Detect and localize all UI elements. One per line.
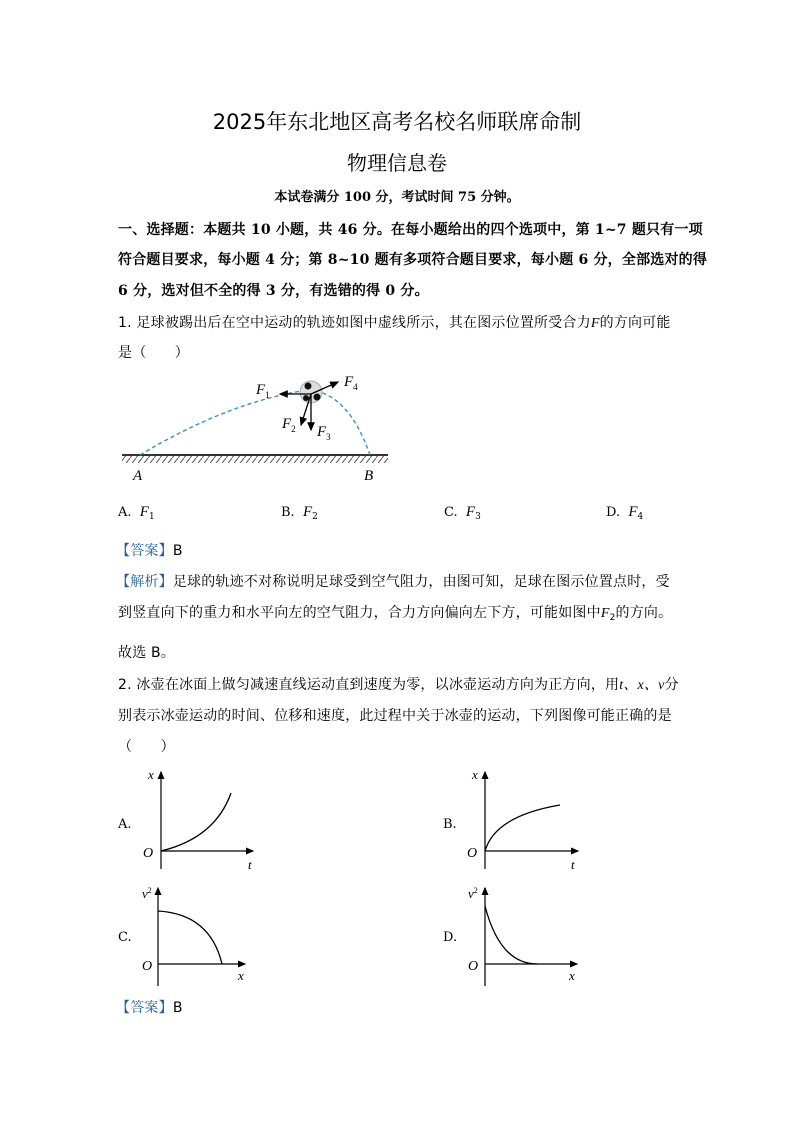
question-2-stem-line-1: 2. 冰壶在冰面上做匀减速直线运动直到速度为零，以冰壶运动方向为正方向，用t、x、v分 <box>118 677 679 693</box>
graph-d <box>465 884 595 989</box>
question-2-stem-line-2: 别表示冰壶运动的时间、位移和速度，此过程中关于冰壶的运动，下列图像可能正确的是 <box>118 708 672 724</box>
trajectory-diagram <box>118 370 398 488</box>
label-f4: $F_4$ <box>344 374 358 392</box>
section-instructions-line-2: 符合题目要求，每小题 4 分；第 8~10 题有多项符合题目要求，每小题 6 分，全部选对的得 <box>118 252 708 268</box>
question-number: 2. <box>118 677 132 693</box>
graph-c <box>140 884 270 989</box>
graph-c-letter: C. <box>118 930 132 945</box>
svg-text:O: O <box>468 959 479 974</box>
question-1-stem-line-1: 1. 足球被踢出后在空中运动的轨迹如图中虚线所示，其在图示位置所受合力F的方向可能 <box>118 315 671 331</box>
option-c: C. $F_3$ <box>444 504 481 522</box>
svg-text:v2: $v^2$ <box>468 886 478 901</box>
answer-tag: 【答案】 <box>116 1000 173 1016</box>
label-point-a: A <box>133 468 143 484</box>
label-f3: $F_3$ <box>317 424 331 442</box>
graph-b-curve <box>485 805 560 851</box>
option-a: A. $F_1$ <box>118 504 155 522</box>
svg-text:O: O <box>142 959 153 974</box>
section-instructions-line-1: 一、选择题：本题共 10 小题，共 46 分。在每小题给出的四个选项中，第 1~7 题只有一项 <box>118 222 703 238</box>
document-title: 2025年东北地区高考名校名师联席命制 <box>212 110 582 134</box>
label-f1: $F_1$ <box>256 382 270 400</box>
ground-hatching <box>122 455 388 463</box>
graph-b <box>465 766 595 876</box>
label-point-b: B <box>364 468 374 484</box>
option-b: B. $F_2$ <box>281 504 318 522</box>
graph-c-curve <box>158 911 222 964</box>
graph-a <box>140 766 270 876</box>
svg-text:x: x <box>569 968 575 983</box>
answer-tag: 【答案】 <box>116 543 173 559</box>
question-2-stem-line-3: （ ） <box>118 739 175 755</box>
option-d: D. $F_4$ <box>606 504 644 522</box>
analysis-tag: 【解析】 <box>116 574 173 590</box>
graph-a-letter: A. <box>118 817 132 832</box>
exam-info: 本试卷满分 100 分，考试时间 75 分钟。 <box>274 190 520 205</box>
question-1-answer: 【答案】B <box>116 543 183 559</box>
section-instructions-line-3: 6 分，选对但不全的得 3 分，有选错的得 0 分。 <box>118 283 429 299</box>
svg-text:v2: $v^2$ <box>142 886 152 901</box>
label-f2: $F_2$ <box>282 416 296 434</box>
document-subtitle: 物理信息卷 <box>347 151 447 175</box>
question-1-analysis-line-2: 到竖直向下的重力和水平向左的空气阻力，合力方向偏向左下方，可能如图中$F_2$的方向。 <box>118 605 673 623</box>
question-1-analysis-line-1: 【解析】足球的轨迹不对称说明足球受到空气阻力，由图可知，足球在图示位置点时，受 <box>116 574 670 590</box>
svg-text:x: x <box>472 767 478 782</box>
question-number: 1. <box>118 315 132 331</box>
question-1-conclusion: 故选 B。 <box>118 645 176 661</box>
graph-d-curve <box>485 906 537 964</box>
svg-text:O: O <box>467 846 478 861</box>
graph-a-curve <box>161 793 231 851</box>
trajectory-dashed-curve <box>140 390 370 455</box>
svg-text:x: x <box>148 767 154 782</box>
graph-d-letter: D. <box>443 930 458 945</box>
svg-text:O: O <box>143 846 154 861</box>
graph-b-letter: B. <box>443 817 457 832</box>
svg-text:t: t <box>571 857 575 872</box>
question-1-stem-line-2: 是（ ） <box>118 345 189 361</box>
question-2-answer: 【答案】B <box>116 1000 183 1016</box>
svg-text:t: t <box>248 857 252 872</box>
svg-text:x: x <box>238 968 244 983</box>
